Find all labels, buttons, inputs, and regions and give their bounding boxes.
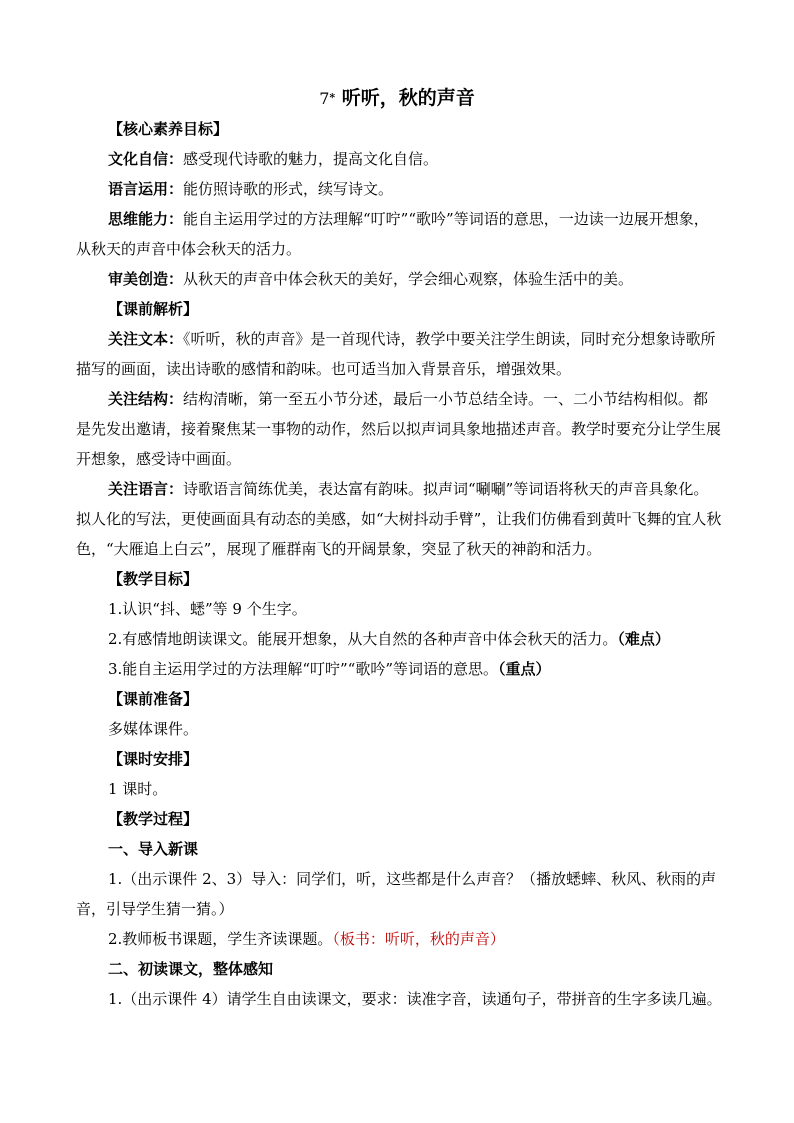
step1-item: 1.（出示课件 2、3）导入：同学们，听，这些都是什么声音？（播放蟋蟀、秋风、秋雨的声音，引导学生猜一猜。） [76,870,717,918]
goal-item: 2.有感情地朗读课文。能展开想象，从大自然的各种声音中体会秋天的活力。（难点） [108,630,670,648]
core-heading: 【核心素养目标】 [108,120,229,138]
time-text: 1 课时。 [108,780,168,798]
goal-item: 1.认识“抖、蟋”等 9 个生字。 [108,600,307,618]
difficulty-tag: （难点） [617,630,670,648]
board-note: （板书：听听，秋的声音） [332,930,505,948]
analysis-item: 关注文本：《听听，秋的声音》是一首现代诗，教学中要关注学生朗读，同时充分想象诗歌所描写的画面，读出诗歌的感情和韵味。也可适当加入背景音乐，增强效果。 [76,330,716,378]
goal-item: 3.能自主运用学过的方法理解“叮咛”“歌吟”等词语的意思。（重点） [108,660,551,678]
time-heading: 【课时安排】 [108,750,199,768]
step1-item: 2.教师板书课题，学生齐读课题。（板书：听听，秋的声音） [108,930,505,948]
document-body [76,114,722,1014]
core-item: 文化自信：感受现代诗歌的魅力，提高文化自信。 [108,150,439,168]
prep-text: 多媒体课件。 [108,720,199,738]
core-item: 思维能力：能自主运用学过的方法理解“叮咛”“歌吟”等词语的意思，一边读一边展开想象，从秋天的声音中体会秋天的活力。 [76,210,709,258]
step1-heading: 一、导入新课 [108,840,199,858]
key-tag: （重点） [498,660,551,678]
lesson-star: * [329,91,336,104]
prep-heading: 【课前准备】 [108,690,199,708]
analysis-item: 关注语言：诗歌语言简练优美，表达富有韵味。拟声词“唰唰”等词语将秋天的声音具象化。拟人化的写法，更使画面具有动态的美感，如“大树抖动手臂”，让我们仿佛看到黄叶飞舞的宜人秋色，“大雁追上白云”，展现了雁群南飞的开阔景象，突显了秋天的神韵和活力。 [76,480,722,558]
goals-heading: 【教学目标】 [108,570,199,588]
process-heading: 【教学过程】 [108,810,199,828]
core-item: 审美创造：从秋天的声音中体会秋天的美好，学会细心观察，体验生活中的美。 [108,270,634,288]
lesson-title: 听听，秋的声音 [341,87,475,109]
step2-heading: 二、初读课文，整体感知 [108,960,274,978]
analysis-heading: 【课前解析】 [108,300,199,318]
lesson-number: 7 [319,89,330,108]
core-item: 语言运用：能仿照诗歌的形式，续写诗文。 [108,180,394,198]
analysis-item: 关注结构：结构清晰，第一至五小节分述，最后一小节总结全诗。一、二小节结构相似。都是先发出邀请，接着聚焦某一事物的动作，然后以拟声词具象地描述声音。教学时要充分让学生展开想象，感受诗中画面。 [76,390,722,468]
page-title [0,86,794,111]
step2-item: 1.（出示课件 4）请学生自由读课文，要求：读准字音，读通句子，带拼音的生字多读几遍。 [108,990,722,1008]
